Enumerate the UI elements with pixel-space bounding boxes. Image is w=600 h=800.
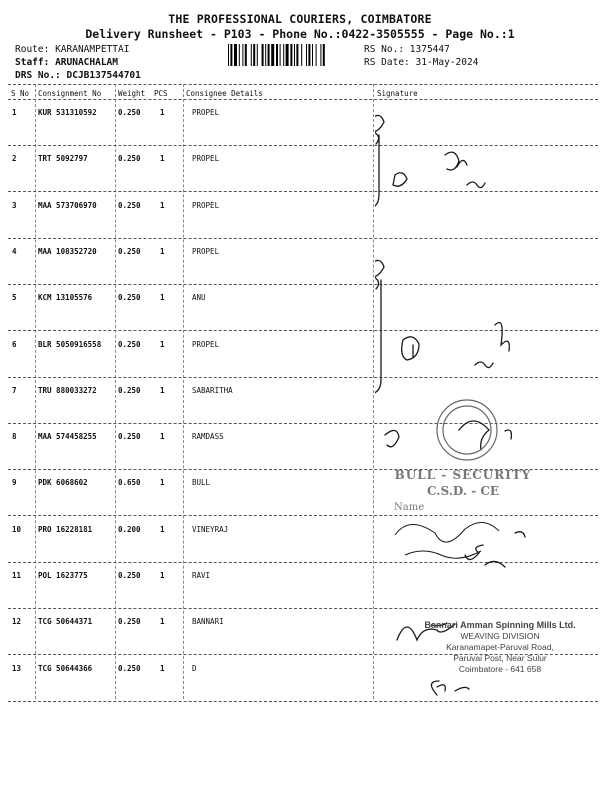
row-consignee: PROPEL — [192, 154, 220, 163]
rs-no-field — [364, 44, 450, 55]
row-consignee: PROPEL — [192, 108, 220, 117]
row-consignment-no: TRU 880033272 — [38, 386, 97, 395]
row-sno: 6 — [12, 340, 17, 349]
row-consignee: BANNARI — [192, 617, 224, 626]
route-label: Route: — [15, 44, 50, 55]
column-divider — [115, 84, 116, 699]
mill-stamp-line1: Bannari Amman Spinning Mills Ltd. — [424, 620, 576, 630]
mill-stamp — [400, 620, 600, 675]
security-stamp — [388, 468, 538, 520]
row-pcs: 1 — [160, 525, 165, 534]
row-pcs: 1 — [160, 386, 165, 395]
row-consignment-no: MAA 574458255 — [38, 432, 97, 441]
row-pcs: 1 — [160, 293, 165, 302]
row-sno: 7 — [12, 386, 17, 395]
column-divider — [35, 84, 36, 699]
row-consignment-no: POL 1623775 — [38, 571, 88, 580]
row-sno: 12 — [12, 617, 22, 626]
row-consignment-no: KUR 531310592 — [38, 108, 97, 117]
col-header-consignment: Consignment No — [38, 89, 102, 98]
row-consignment-no: PRO 16228181 — [38, 525, 93, 534]
row-weight: 0.250 — [118, 293, 141, 302]
column-divider — [373, 84, 374, 699]
row-pcs: 1 — [160, 432, 165, 441]
row-consignee: PROPEL — [192, 340, 220, 349]
row-weight: 0.200 — [118, 525, 141, 534]
row-consignment-no: TCG 50644366 — [38, 664, 93, 673]
row-weight: 0.250 — [118, 340, 141, 349]
col-header-weight: Weight — [118, 89, 146, 98]
staff-field — [15, 57, 118, 68]
row-pcs: 1 — [160, 247, 165, 256]
table-top-rule — [8, 84, 598, 85]
row-pcs: 1 — [160, 154, 165, 163]
row-pcs: 1 — [160, 571, 165, 580]
row-consignee: RAVI — [192, 571, 211, 580]
staff-label: Staff: — [15, 57, 50, 68]
col-header-sno: S No — [11, 89, 30, 98]
row-sno: 8 — [12, 432, 17, 441]
row-sno: 1 — [12, 108, 17, 117]
row-consignment-no: KCM 13105576 — [38, 293, 93, 302]
rs-no-label: RS No.: — [364, 44, 405, 55]
row-consignee: PROPEL — [192, 201, 220, 210]
page-title: THE PROFESSIONAL COURIERS, COIMBATORE — [168, 12, 432, 26]
row-weight: 0.250 — [118, 617, 141, 626]
drs-label: DRS No.: — [15, 70, 61, 81]
row-consignment-no: MAA 573706970 — [38, 201, 97, 210]
row-weight: 0.250 — [118, 664, 141, 673]
row-consignee: BULL — [192, 478, 211, 487]
security-stamp-line3: Name — [394, 502, 425, 513]
row-sno: 5 — [12, 293, 17, 302]
row-consignee: RAMDASS — [192, 432, 224, 441]
row-consignee: ANU — [192, 293, 206, 302]
row-weight: 0.250 — [118, 386, 141, 395]
row-weight: 0.250 — [118, 571, 141, 580]
col-header-consignee: Consignee Details — [186, 89, 263, 98]
row-pcs: 1 — [160, 664, 165, 673]
row-weight: 0.650 — [118, 478, 141, 487]
row-pcs: 1 — [160, 617, 165, 626]
row-sno: 11 — [12, 571, 22, 580]
row-consignee: D — [192, 664, 197, 673]
row-sno: 3 — [12, 201, 17, 210]
staff-value: ARUNACHALAM — [55, 57, 118, 68]
security-stamp-line2: C.S.D. - CE — [426, 484, 500, 498]
route-field — [15, 44, 129, 55]
row-pcs: 1 — [160, 108, 165, 117]
row-weight: 0.250 — [118, 154, 141, 163]
row-consignment-no: MAA 108352720 — [38, 247, 97, 256]
row-sno: 4 — [12, 247, 17, 256]
row-consignment-no: BLR 5050916558 — [38, 340, 102, 349]
row-sno: 13 — [12, 664, 22, 673]
row-pcs: 1 — [160, 201, 165, 210]
row-pcs: 1 — [160, 478, 165, 487]
barcode — [228, 44, 360, 66]
row-sno: 10 — [12, 525, 22, 534]
rs-date-field — [364, 57, 478, 68]
row-sno: 9 — [12, 478, 17, 487]
row-consignee: SABARITHA — [192, 386, 233, 395]
route-value: KARANAMPETTAI — [55, 44, 130, 55]
col-header-signature: Signature — [377, 89, 418, 98]
col-header-pcs: PCS — [154, 89, 168, 98]
row-weight: 0.250 — [118, 432, 141, 441]
security-stamp-line1: BULL - SECURITY — [394, 468, 532, 482]
row-sno: 2 — [12, 154, 17, 163]
mill-stamp-line2: WEAVING DIVISION — [460, 631, 540, 641]
drs-value: DCJB137544701 — [66, 70, 141, 81]
row-consignment-no: TRT 5092797 — [38, 154, 88, 163]
row-weight: 0.250 — [118, 108, 141, 117]
row-consignment-no: PDK 6068602 — [38, 478, 88, 487]
handwritten-signatures — [375, 95, 595, 705]
row-weight: 0.250 — [118, 247, 141, 256]
drs-field — [15, 70, 141, 81]
mill-stamp-line4: Paruvai Post, Near Sulur — [453, 653, 547, 663]
row-pcs: 1 — [160, 340, 165, 349]
mill-stamp-line3: Karanamapet-Paruval Road, — [446, 642, 554, 652]
rs-date-value: 31-May-2024 — [415, 57, 479, 68]
mill-stamp-line5: Coimbatore - 641 658 — [458, 664, 542, 674]
row-consignment-no: TCG 50644371 — [38, 617, 93, 626]
row-consignee: VINEYRAJ — [192, 525, 229, 534]
column-divider — [183, 84, 184, 699]
row-consignee: PROPEL — [192, 247, 220, 256]
row-weight: 0.250 — [118, 201, 141, 210]
rs-no-value: 1375447 — [409, 44, 450, 55]
page-subtitle: Delivery Runsheet - P103 - Phone No.:0422-3505555 - Page No.:1 — [85, 27, 515, 41]
rs-date-label: RS Date: — [364, 57, 410, 68]
